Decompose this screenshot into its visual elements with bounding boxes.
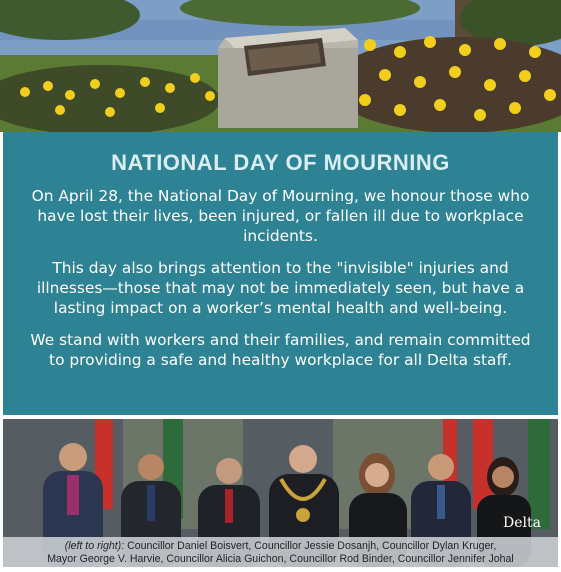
photo-caption <box>3 537 558 567</box>
memorial-photo <box>0 0 561 132</box>
page-title: NATIONAL DAY OF MOURNING <box>111 150 450 175</box>
caption-line-2: Mayor George V. Harvie, Councillor Alicia Guichon, Councillor Rod Binder, Councillor Jennifer Johal <box>47 553 514 565</box>
caption-prefix: (left to right): <box>64 540 125 552</box>
paragraph-intro: On April 28, the National Day of Mourning, we honour those who have lost their lives, been injured, or fallen ill due to workplace incidents. <box>31 187 530 245</box>
delta-logo: Delta <box>503 515 541 531</box>
caption-line-1: Councillor Daniel Boisvert, Councillor Jessie Dosanjh, Councillor Dylan Kruger, <box>127 540 497 552</box>
paragraph-invisible-injuries: This day also brings attention to the "invisible" injuries and illnesses—those that may not be immediately seen, but have a lasting impact on a worker’s mental health and well-being. <box>36 259 525 317</box>
paragraph-commitment: We stand with workers and their families, and remain committed to providing a safe and healthy workplace for all Delta staff. <box>30 331 531 369</box>
memorial-garden-image <box>0 0 561 132</box>
message-panel <box>3 132 558 415</box>
